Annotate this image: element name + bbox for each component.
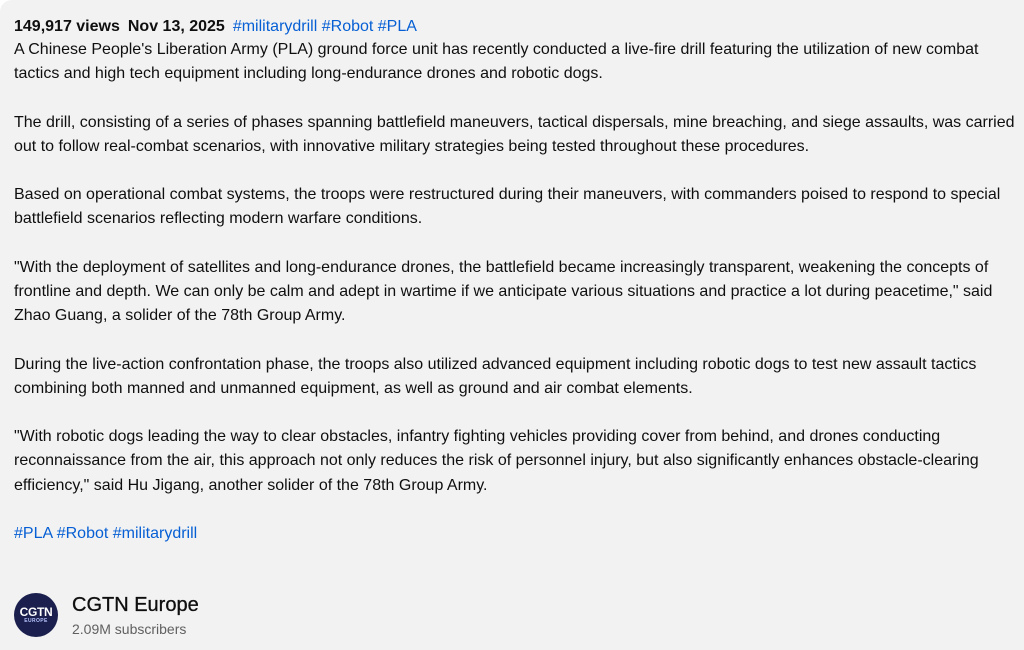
avatar-logo-text: CGTN (19, 605, 53, 619)
channel-info (72, 592, 199, 639)
avatar-logo-subtext: EUROPE (24, 618, 48, 624)
hashtag-robot[interactable]: #Robot (321, 18, 374, 35)
description-paragraph: "With robotic dogs leading the way to clear obstacles, infantry fighting vehicles providing cover from behind, and drones conducting reconnaissance from the air, this approach not only reduces the risk of personnel injury, but also significantly enhances obstacle-clearing efficiency," said Hu Jigang, another solider of the 78th Group Army. (14, 428, 979, 494)
hashtag-militarydrill[interactable]: #militarydrill (232, 18, 318, 35)
description-paragraph: During the live-action confrontation phase, the troops also utilized advanced equipment including robotic dogs to test new assault tactics combining both manned and unmanned equipment, as well as ground and air combat elements. (14, 355, 977, 397)
description-text (14, 38, 1024, 498)
view-count: 149,917 views (14, 18, 120, 35)
description-paragraph: A Chinese People's Liberation Army (PLA) ground force unit has recently conducted a live-fire drill featuring the utilization of new combat tactics and high tech equipment including long-endurance drones and robotic dogs. (14, 41, 979, 83)
channel-avatar[interactable] (14, 593, 58, 637)
hashtag-pla[interactable]: #PLA (377, 18, 417, 35)
description-paragraph: Based on operational combat systems, the troops were restructured during their maneuvers, with commanders poised to respond to special battlefield scenarios reflecting modern warfare conditions. (14, 186, 1001, 228)
footer-hashtags (14, 522, 1024, 546)
channel-name-link[interactable]: CGTN Europe (72, 593, 199, 616)
description-paragraph: The drill, consisting of a series of phases spanning battlefield maneuvers, tactical dispersals, mine breaching, and siege assaults, was carried out to follow real-combat scenarios, with innovative military strategies being tested throughout these procedures. (14, 113, 1015, 155)
footer-hashtag-robot[interactable]: #Robot (56, 524, 109, 542)
footer-hashtag-pla[interactable]: #PLA (14, 524, 53, 542)
video-meta-line (14, 16, 1024, 38)
description-paragraph: "With the deployment of satellites and long-endurance drones, the battlefield became increasingly transparent, weakening the concepts of frontline and depth. We can only be calm and adept in wartime if we anticipate various situations and practice a lot during peacetime," said Zhao Guang, a solider of the 78th Group Army. (14, 258, 993, 325)
upload-date: Nov 13, 2025 (127, 18, 225, 35)
subscriber-count: 2.09M subscribers (72, 620, 187, 637)
channel-row (14, 590, 199, 640)
footer-hashtag-militarydrill[interactable]: #militarydrill (112, 524, 198, 542)
